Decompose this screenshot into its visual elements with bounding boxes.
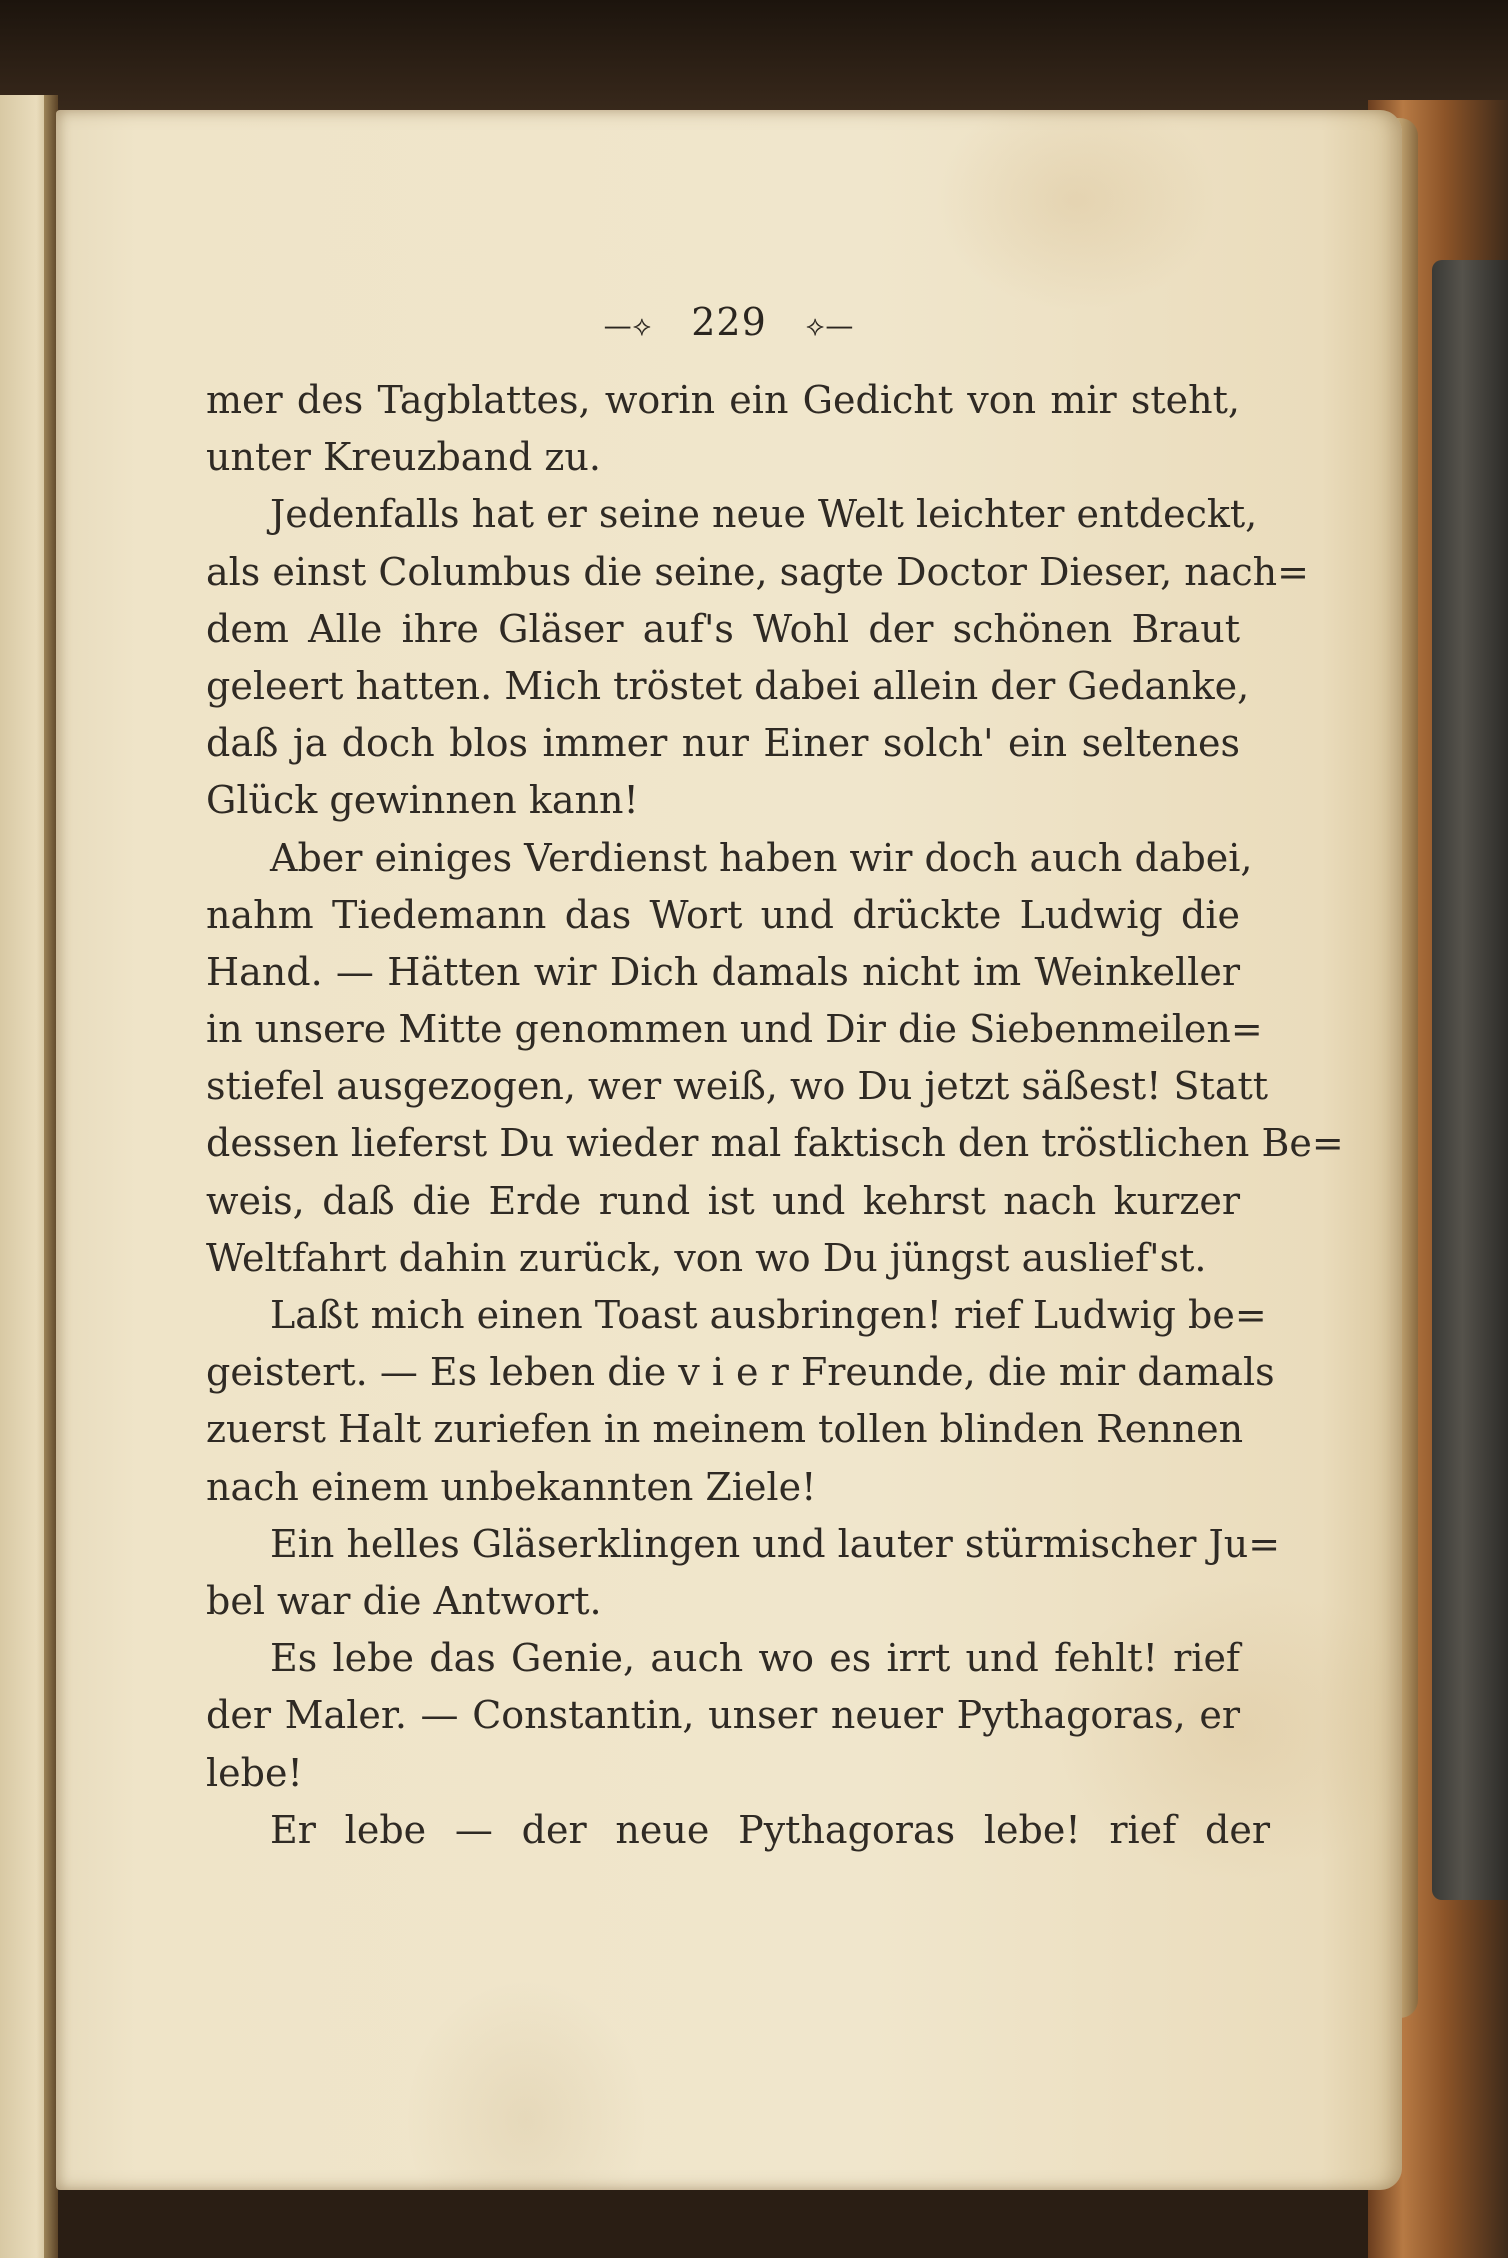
text-line: dessen lieferst Du wieder mal faktisch den tröstlichen Be= xyxy=(206,1121,1344,1166)
text-line: Ein helles Gläserklingen und lauter stürmischer Ju= xyxy=(270,1521,1281,1566)
ornament-left: —⟡ xyxy=(603,308,653,342)
page-number: 229 xyxy=(691,300,767,344)
text-line: nahm Tiedemann das Wort und drückte Ludwig die xyxy=(206,892,1240,937)
text-line: unter Kreuzband zu. xyxy=(206,435,601,480)
text-line: dem Alle ihre Gläser auf's Wohl der schönen Braut xyxy=(206,606,1240,651)
text-line: Es lebe das Genie, auch wo es irrt und fehlt! rief xyxy=(270,1636,1240,1681)
text-line: Er lebe — der neue Pythagoras lebe! rief der xyxy=(270,1807,1270,1852)
book-page xyxy=(56,110,1402,2190)
text-line: daß ja doch blos immer nur Einer solch' ein seltenes xyxy=(206,721,1240,766)
text-line: Laßt mich einen Toast ausbringen! rief Ludwig be= xyxy=(270,1293,1267,1337)
text-line: geistert. — Es leben die v i e r Freunde, die mir damals xyxy=(206,1350,1275,1395)
ornament-right: ⟡— xyxy=(805,308,855,342)
text-line: bel war die Antwort. xyxy=(206,1578,602,1623)
text-line: Aber einiges Verdienst haben wir doch auch dabei, xyxy=(270,835,1253,880)
background xyxy=(0,0,1508,120)
text-line: der Maler. — Constantin, unser neuer Pythagoras, er xyxy=(206,1693,1240,1738)
page-header xyxy=(56,300,1402,344)
text-line: Glück gewinnen kann! xyxy=(206,778,639,823)
text-line: mer des Tagblattes, worin ein Gedicht von mir steht, xyxy=(206,378,1240,422)
text-line: lebe! xyxy=(206,1750,303,1795)
text-line: Jedenfalls hat er seine neue Welt leichter entdeckt, xyxy=(270,492,1258,537)
text-line: weis, daß die Erde rund ist und kehrst nach kurzer xyxy=(206,1178,1240,1223)
text-line: Hand. — Hätten wir Dich damals nicht im Weinkeller xyxy=(206,949,1240,994)
body-text xyxy=(206,372,1344,1859)
text-line: Weltfahrt dahin zurück, von wo Du jüngst auslief'st. xyxy=(206,1235,1207,1280)
text-line: als einst Columbus die seine, sagte Doctor Dieser, nach= xyxy=(206,549,1309,594)
text-line: geleert hatten. Mich tröstet dabei allein der Gedanke, xyxy=(206,663,1250,708)
book-cover-cloth xyxy=(1432,260,1508,1900)
text-line: stiefel ausgezogen, wer weiß, wo Du jetzt säßest! Statt xyxy=(206,1064,1269,1109)
text-line: nach einem unbekannten Ziele! xyxy=(206,1464,817,1509)
text-line: zuerst Halt zuriefen in meinem tollen blinden Rennen xyxy=(206,1407,1244,1452)
text-line: in unsere Mitte genommen und Dir die Siebenmeilen= xyxy=(206,1007,1263,1052)
